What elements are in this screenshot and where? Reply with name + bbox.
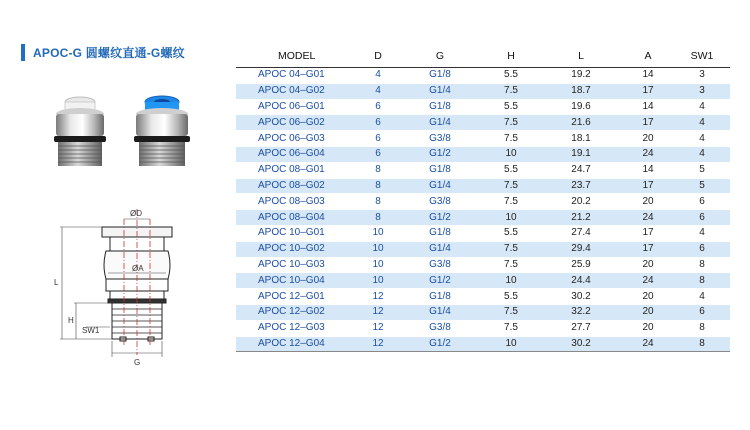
col-header-d: D [358, 44, 398, 68]
cell-l: 20.2 [540, 194, 622, 210]
cell-h: 5.5 [482, 162, 540, 178]
cell-g: G1/4 [398, 115, 482, 131]
accent-bar [21, 44, 25, 61]
cell-a: 14 [622, 68, 674, 84]
cell-sw1: 6 [674, 241, 730, 257]
cell-model: APOC 10–G02 [236, 241, 358, 257]
cell-model: APOC 04–G02 [236, 83, 358, 99]
cell-d: 10 [358, 225, 398, 241]
cell-sw1: 8 [674, 320, 730, 336]
cell-model: APOC 12–G04 [236, 336, 358, 352]
cell-l: 21.6 [540, 115, 622, 131]
cell-d: 4 [358, 83, 398, 99]
cell-sw1: 5 [674, 162, 730, 178]
cell-h: 10 [482, 146, 540, 162]
table-row [236, 210, 730, 226]
table-row [236, 131, 730, 147]
table-body [236, 68, 730, 352]
cell-a: 20 [622, 257, 674, 273]
cell-g: G1/4 [398, 304, 482, 320]
cell-sw1: 6 [674, 194, 730, 210]
cell-h: 7.5 [482, 320, 540, 336]
cell-h: 7.5 [482, 115, 540, 131]
cell-sw1: 4 [674, 289, 730, 305]
table-row [236, 68, 730, 84]
cell-sw1: 8 [674, 336, 730, 352]
cell-model: APOC 10–G04 [236, 273, 358, 289]
cell-l: 30.2 [540, 336, 622, 352]
cell-model: APOC 08–G02 [236, 178, 358, 194]
cell-d: 6 [358, 115, 398, 131]
cell-model: APOC 08–G03 [236, 194, 358, 210]
cell-l: 24.7 [540, 162, 622, 178]
table-header-row [236, 44, 730, 68]
cell-d: 12 [358, 320, 398, 336]
table-row [236, 99, 730, 115]
cell-sw1: 6 [674, 210, 730, 226]
cell-g: G1/8 [398, 99, 482, 115]
cell-model: APOC 06–G04 [236, 146, 358, 162]
cell-d: 12 [358, 289, 398, 305]
cell-l: 30.2 [540, 289, 622, 305]
cell-a: 17 [622, 225, 674, 241]
table-row [236, 83, 730, 99]
cell-a: 17 [622, 178, 674, 194]
dimension-drawing [40, 205, 205, 385]
cell-a: 20 [622, 320, 674, 336]
cell-a: 17 [622, 83, 674, 99]
cell-a: 24 [622, 273, 674, 289]
cell-a: 20 [622, 194, 674, 210]
cell-g: G1/2 [398, 273, 482, 289]
table-row [236, 162, 730, 178]
cell-l: 29.4 [540, 241, 622, 257]
fitting-blue-collet [134, 96, 190, 166]
cell-a: 24 [622, 210, 674, 226]
section-header [21, 44, 185, 61]
cell-h: 10 [482, 336, 540, 352]
cell-g: G3/8 [398, 320, 482, 336]
cell-sw1: 5 [674, 178, 730, 194]
cell-model: APOC 04–G01 [236, 68, 358, 84]
spec-table [236, 44, 730, 352]
cell-d: 8 [358, 178, 398, 194]
cell-a: 17 [622, 115, 674, 131]
cell-h: 5.5 [482, 99, 540, 115]
cell-h: 5.5 [482, 289, 540, 305]
cell-a: 20 [622, 289, 674, 305]
table-row [236, 320, 730, 336]
table-row [236, 241, 730, 257]
cell-g: G1/4 [398, 241, 482, 257]
cell-g: G1/2 [398, 336, 482, 352]
cell-sw1: 4 [674, 99, 730, 115]
col-header-h: H [482, 44, 540, 68]
cell-d: 6 [358, 99, 398, 115]
cell-model: APOC 12–G03 [236, 320, 358, 336]
cell-model: APOC 10–G03 [236, 257, 358, 273]
table-row [236, 336, 730, 352]
cell-l: 19.6 [540, 99, 622, 115]
col-header-model: MODEL [236, 44, 358, 68]
cell-l: 27.7 [540, 320, 622, 336]
table-row [236, 273, 730, 289]
cell-d: 10 [358, 257, 398, 273]
table-row [236, 304, 730, 320]
cell-h: 10 [482, 273, 540, 289]
cell-d: 6 [358, 146, 398, 162]
table-row [236, 146, 730, 162]
cell-g: G3/8 [398, 131, 482, 147]
cell-h: 7.5 [482, 304, 540, 320]
product-photo [30, 92, 208, 170]
cell-h: 7.5 [482, 131, 540, 147]
table-row [236, 225, 730, 241]
cell-model: APOC 06–G03 [236, 131, 358, 147]
table-row [236, 194, 730, 210]
cell-g: G3/8 [398, 257, 482, 273]
table-row [236, 257, 730, 273]
table-row [236, 289, 730, 305]
cell-l: 18.1 [540, 131, 622, 147]
label-sw1: SW1 [82, 326, 100, 335]
label-od: ØD [130, 209, 142, 218]
cell-model: APOC 06–G02 [236, 115, 358, 131]
cell-sw1: 6 [674, 304, 730, 320]
col-header-l: L [540, 44, 622, 68]
cell-g: G3/8 [398, 194, 482, 210]
cell-d: 8 [358, 194, 398, 210]
cell-a: 24 [622, 146, 674, 162]
cell-g: G1/2 [398, 146, 482, 162]
cell-sw1: 8 [674, 273, 730, 289]
label-l: L [54, 278, 59, 287]
cell-a: 20 [622, 131, 674, 147]
cell-sw1: 3 [674, 68, 730, 84]
cell-l: 24.4 [540, 273, 622, 289]
label-oa: ØA [132, 264, 144, 273]
cell-sw1: 8 [674, 257, 730, 273]
cell-d: 4 [358, 68, 398, 84]
cell-a: 20 [622, 304, 674, 320]
cell-l: 19.2 [540, 68, 622, 84]
cell-g: G1/8 [398, 68, 482, 84]
cell-l: 32.2 [540, 304, 622, 320]
cell-d: 10 [358, 241, 398, 257]
cell-h: 10 [482, 210, 540, 226]
cell-h: 7.5 [482, 178, 540, 194]
cell-h: 7.5 [482, 194, 540, 210]
cell-d: 12 [358, 304, 398, 320]
cell-l: 18.7 [540, 83, 622, 99]
cell-h: 7.5 [482, 241, 540, 257]
cell-a: 17 [622, 241, 674, 257]
cell-g: G1/8 [398, 162, 482, 178]
cell-model: APOC 10–G01 [236, 225, 358, 241]
cell-model: APOC 12–G01 [236, 289, 358, 305]
fitting-white-collet [54, 97, 106, 166]
cell-d: 8 [358, 162, 398, 178]
cell-l: 21.2 [540, 210, 622, 226]
cell-model: APOC 06–G01 [236, 99, 358, 115]
cell-l: 27.4 [540, 225, 622, 241]
cell-sw1: 3 [674, 83, 730, 99]
label-g: G [134, 358, 141, 367]
page-title: APOC-G 圆螺纹直通-G螺纹 [33, 46, 185, 60]
cell-a: 14 [622, 99, 674, 115]
cell-d: 6 [358, 131, 398, 147]
cell-d: 8 [358, 210, 398, 226]
cell-sw1: 4 [674, 225, 730, 241]
cell-h: 7.5 [482, 83, 540, 99]
cell-a: 14 [622, 162, 674, 178]
label-h: H [68, 316, 74, 325]
cell-h: 5.5 [482, 68, 540, 84]
cell-l: 19.1 [540, 146, 622, 162]
cell-l: 23.7 [540, 178, 622, 194]
table-row [236, 178, 730, 194]
cell-g: G1/4 [398, 83, 482, 99]
cell-sw1: 4 [674, 115, 730, 131]
col-header-a: A [622, 44, 674, 68]
cell-g: G1/8 [398, 225, 482, 241]
col-header-sw1: SW1 [674, 44, 730, 68]
cell-model: APOC 08–G04 [236, 210, 358, 226]
table-row [236, 115, 730, 131]
cell-model: APOC 12–G02 [236, 304, 358, 320]
cell-g: G1/2 [398, 210, 482, 226]
cell-d: 10 [358, 273, 398, 289]
cell-sw1: 4 [674, 146, 730, 162]
cell-h: 5.5 [482, 225, 540, 241]
col-header-g: G [398, 44, 482, 68]
cell-a: 24 [622, 336, 674, 352]
cell-h: 7.5 [482, 257, 540, 273]
cell-l: 25.9 [540, 257, 622, 273]
cell-g: G1/8 [398, 289, 482, 305]
cell-model: APOC 08–G01 [236, 162, 358, 178]
cell-sw1: 4 [674, 131, 730, 147]
cell-g: G1/4 [398, 178, 482, 194]
cell-d: 12 [358, 336, 398, 352]
